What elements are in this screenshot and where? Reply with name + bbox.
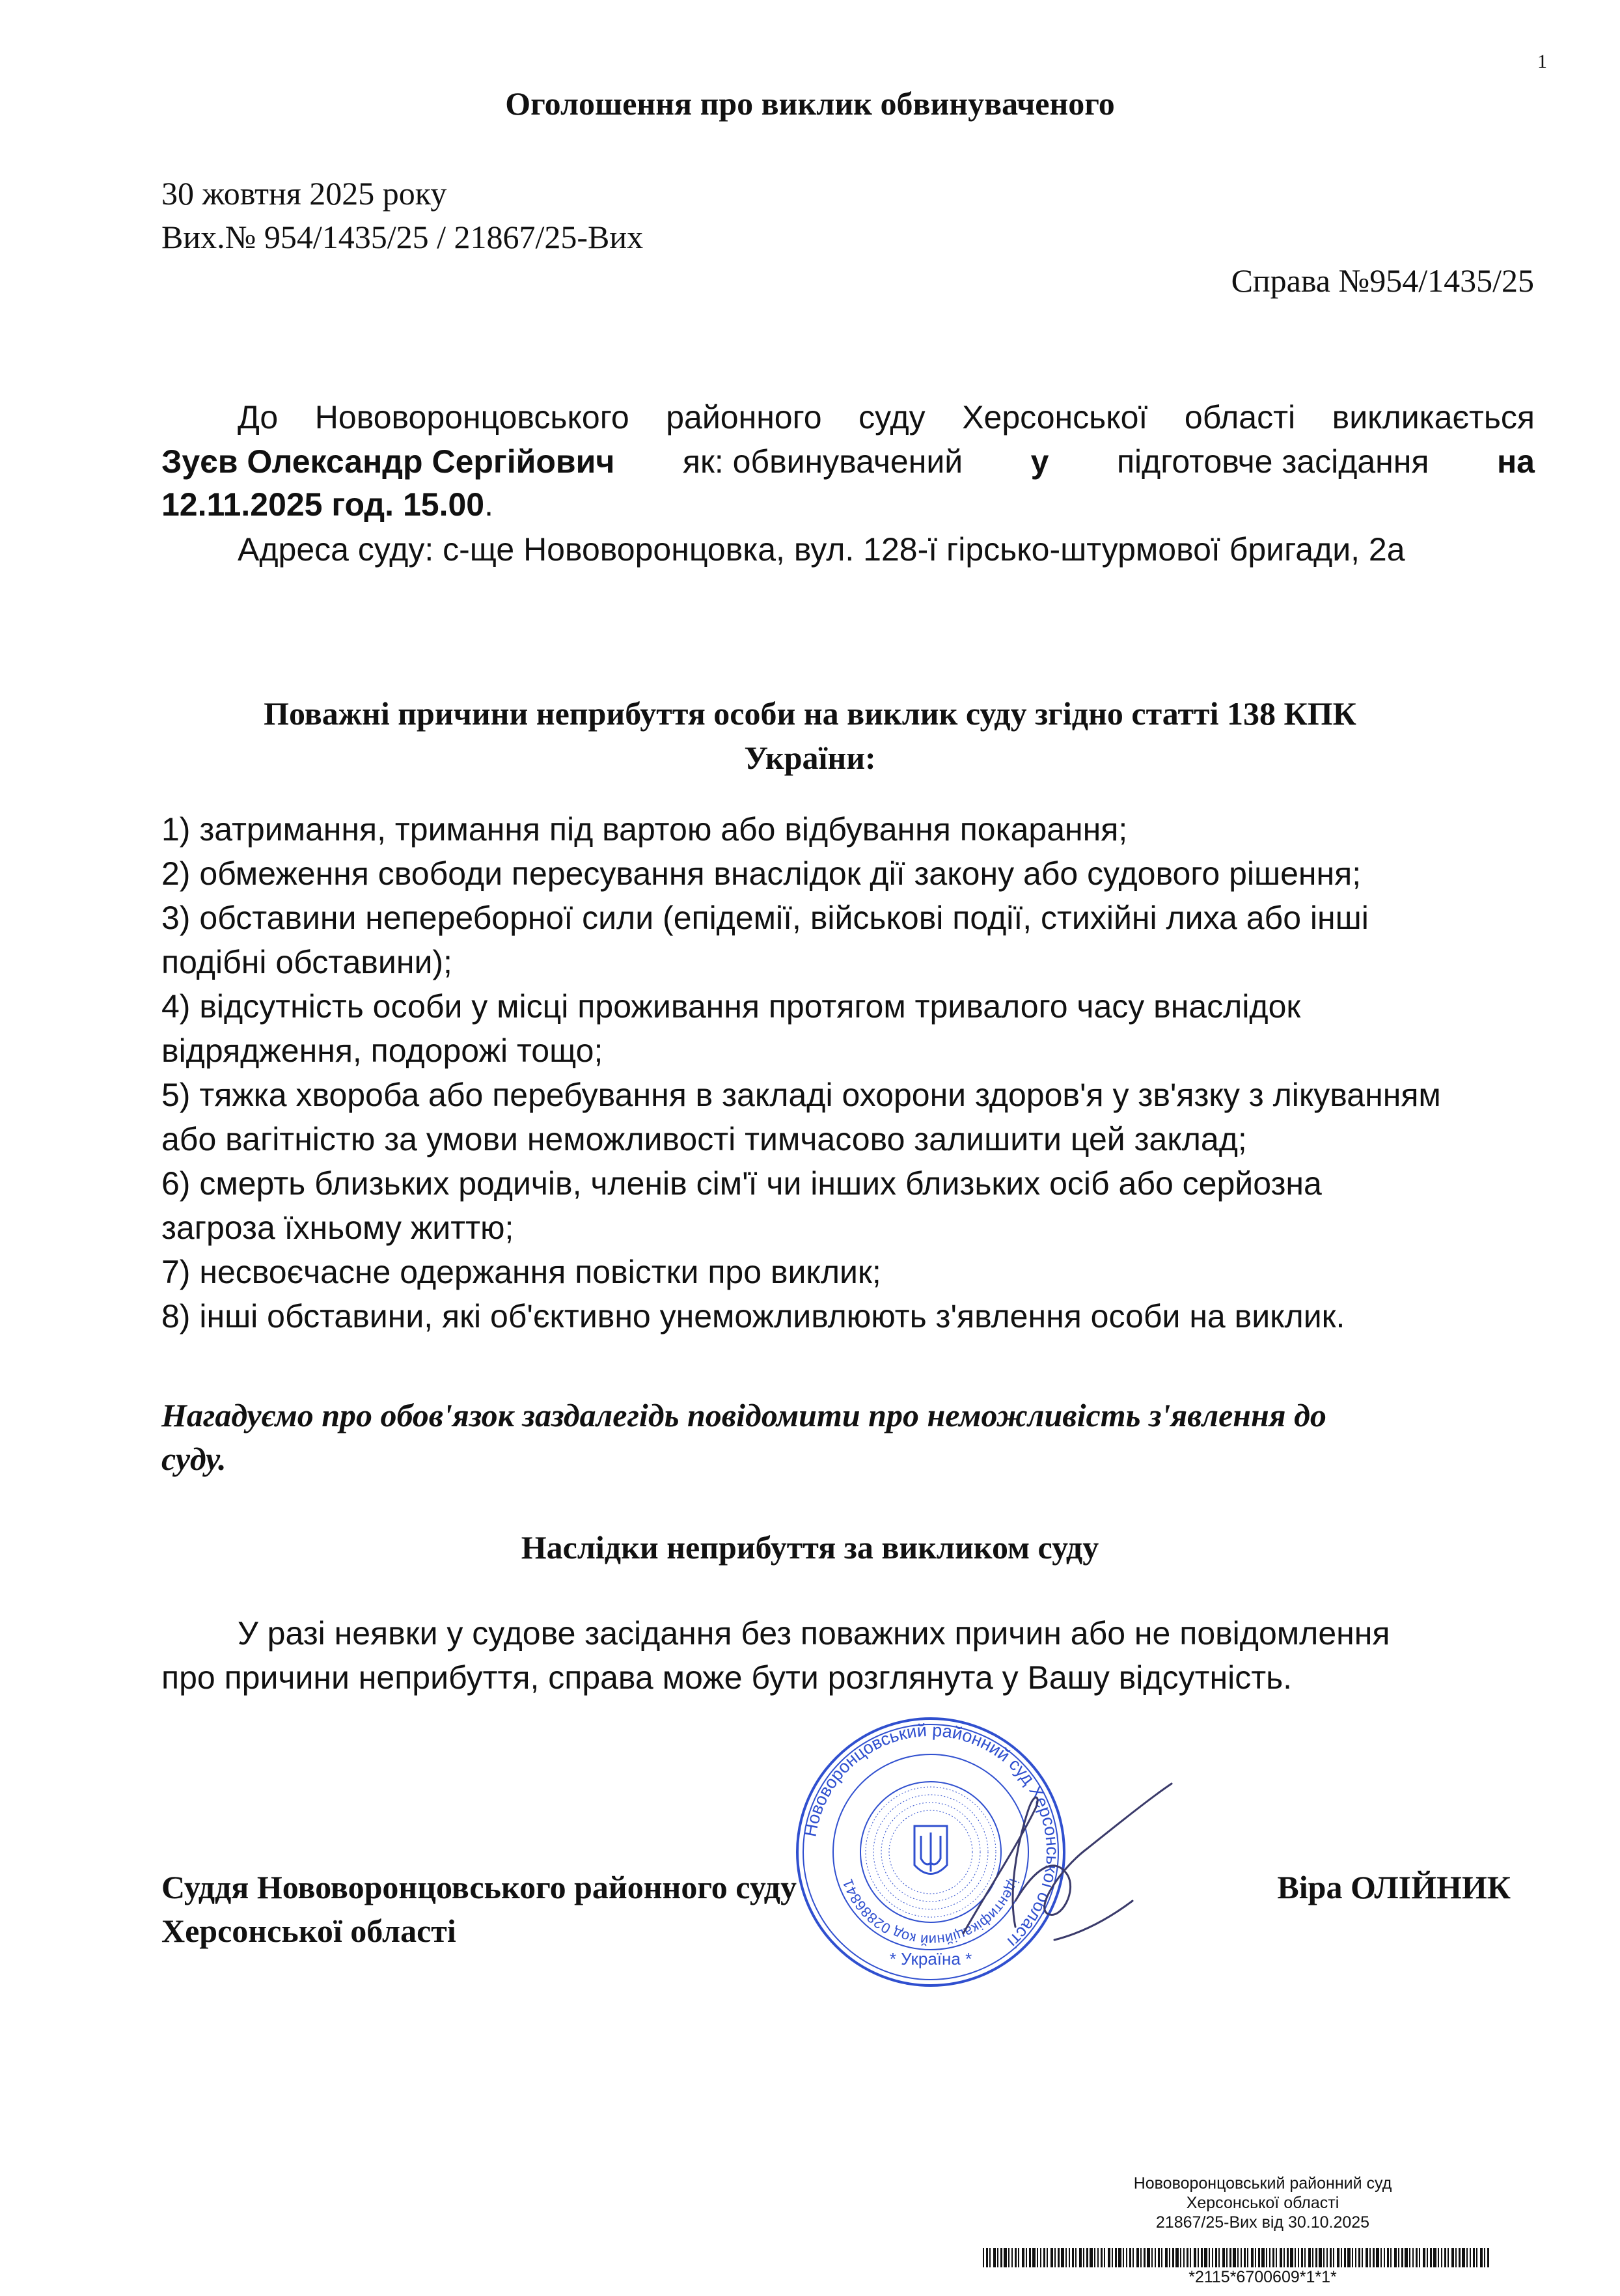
barcode-bar	[1287, 2248, 1289, 2267]
on-word: на	[1496, 443, 1535, 480]
list-item: 3) обставини непереборної сили (епідемії, військові події, стихійні лиха або інші	[161, 900, 1369, 936]
barcode-bar	[1101, 2248, 1103, 2267]
barcode-bar	[1441, 2248, 1442, 2267]
barcode-bar	[1079, 2248, 1082, 2267]
barcode-bar	[1470, 2248, 1471, 2267]
registry-region: Херсонської області	[1186, 2194, 1339, 2212]
stamp-inner-text: ідентифікаційний код 02886841	[839, 1876, 1023, 1949]
list-item: 7) несвоєчасне одержання повістки про виклик;	[161, 1254, 881, 1290]
barcode-bar	[1104, 2248, 1105, 2267]
list-item: 6) смерть близьких родичів, членів сім'ї чи інших близьких осіб або серйозна	[161, 1165, 1322, 1202]
barcode-bar	[1215, 2248, 1217, 2267]
barcode-bar	[1323, 2248, 1325, 2267]
page-number: 1	[1537, 51, 1547, 72]
barcode-bar	[989, 2248, 991, 2267]
list-item: 2) обмеження свободи пересування внаслідок дії закону або судового рішення;	[161, 855, 1362, 892]
barcode-bar	[1369, 2248, 1371, 2267]
barcode-bar	[1473, 2248, 1475, 2267]
hearing-datetime: 12.11.2025 год. 15.00	[161, 486, 485, 523]
barcode-bar	[1015, 2248, 1017, 2267]
barcode-bar	[1187, 2248, 1188, 2267]
barcode-bar	[986, 2248, 988, 2267]
barcode-bar	[1061, 2248, 1064, 2267]
barcode-bar	[1352, 2248, 1353, 2267]
barcode-bar	[1459, 2248, 1461, 2267]
judge-position-line-1: Суддя Нововоронцовського районного суду	[161, 1869, 797, 1905]
barcode-bar	[1209, 2248, 1210, 2267]
barcode-bar	[1409, 2248, 1410, 2267]
barcode-bar	[1144, 2248, 1146, 2267]
barcode-bar	[1419, 2248, 1420, 2267]
person-name: Зуєв Олександр Сергійович	[161, 443, 615, 480]
barcode-bar	[1172, 2248, 1174, 2267]
barcode-bar	[1233, 2248, 1236, 2267]
barcode-bar	[1155, 2248, 1156, 2267]
barcode-bar	[1133, 2248, 1134, 2267]
barcode-bar	[1347, 2248, 1351, 2267]
barcode-bar	[1484, 2248, 1485, 2267]
list-item: або вагітністю за умови неможливості тимчасово залишити цей заклад;	[161, 1121, 1247, 1157]
barcode-bar	[1004, 2248, 1007, 2267]
barcode-bar	[1169, 2248, 1170, 2267]
barcode-bar	[1251, 2248, 1254, 2267]
barcode-bar	[1387, 2248, 1389, 2267]
judge-name: Віра ОЛІЙНИК	[1277, 1869, 1511, 1905]
barcode-bar	[1433, 2248, 1436, 2267]
barcode-bar	[1083, 2248, 1084, 2267]
barcode-bar	[1140, 2248, 1142, 2267]
barcode-bar	[1022, 2248, 1024, 2267]
barcode-bar	[1058, 2248, 1060, 2267]
barcode-bar	[1390, 2248, 1392, 2267]
barcode-bar	[1112, 2248, 1113, 2267]
registry-number: 21867/25-Вих від 30.10.2025	[1155, 2213, 1370, 2232]
barcode-bar	[1358, 2248, 1360, 2267]
barcode-bar	[1040, 2248, 1041, 2267]
registry-court: Нововоронцовський районний суд	[1133, 2174, 1392, 2192]
barcode-bar	[1241, 2248, 1242, 2267]
document-date: 30 жовтня 2025 року	[161, 175, 447, 212]
barcode-bar	[1423, 2248, 1425, 2267]
barcode-bar	[1487, 2248, 1489, 2267]
barcode-bar	[1412, 2248, 1414, 2267]
list-item: загроза їхньому життю;	[161, 1210, 514, 1246]
barcode-bar	[1008, 2248, 1009, 2267]
barcode-bar	[1011, 2248, 1013, 2267]
barcode-bar	[993, 2248, 996, 2267]
barcode-bar	[1201, 2248, 1203, 2267]
barcode-bar	[1480, 2248, 1483, 2267]
stamp-bottom-text: * Україна *	[889, 1949, 972, 1969]
barcode-bar	[1448, 2248, 1449, 2267]
barcode-bar	[1315, 2248, 1317, 2267]
summons-line-3	[161, 486, 493, 523]
barcode-bar	[1451, 2248, 1454, 2267]
hearing-prefix: у	[1030, 443, 1049, 480]
barcode-bar	[1043, 2248, 1045, 2267]
barcode-bar	[1094, 2248, 1095, 2267]
barcode-bar	[1476, 2248, 1477, 2267]
barcode-bar	[1290, 2248, 1293, 2267]
consequences-line-2: про причини неприбуття, справа може бути розглянута у Вашу відсутність.	[161, 1659, 1293, 1696]
reasons-heading-line-1: Поважні причини неприбуття особи на виклик суду згідно статті 138 КПК	[264, 695, 1356, 732]
barcode-bar	[1416, 2248, 1418, 2267]
barcode-bar	[1373, 2248, 1375, 2267]
barcode-bar	[1151, 2248, 1153, 2267]
barcode-bar	[1198, 2248, 1199, 2267]
consequences-line-1: У разі неявки у судове засідання без поважних причин або не повідомлення	[238, 1615, 1390, 1652]
barcode-bar	[1050, 2248, 1053, 2267]
barcode-bar	[1123, 2248, 1124, 2267]
barcode-bar	[1427, 2248, 1428, 2267]
barcode-bar	[1072, 2248, 1074, 2267]
barcode-bar	[1244, 2248, 1246, 2267]
barcode-bar	[1298, 2248, 1299, 2267]
barcode-bar	[1280, 2248, 1282, 2267]
barcode-bar	[1276, 2248, 1277, 2267]
court-address: Адреса суду: с-ще Нововоронцовка, вул. 128-ї гірсько-штурмової бригади, 2а	[238, 531, 1405, 568]
barcode-bar	[1462, 2248, 1465, 2267]
barcode-bar	[1376, 2248, 1379, 2267]
barcode-bar	[1180, 2248, 1181, 2267]
barcode-bar	[1108, 2248, 1110, 2267]
barcode-bar	[1032, 2248, 1036, 2267]
barcode-bar	[1000, 2248, 1002, 2267]
barcode-bar	[1118, 2248, 1121, 2267]
barcode-bar	[1261, 2248, 1265, 2267]
list-item: 5) тяжка хвороба або перебування в закладі охорони здоров'я у зв'язку з лікуванням	[161, 1077, 1441, 1113]
role-text: як: обвинувачений	[682, 443, 963, 480]
barcode-bar	[1126, 2248, 1127, 2267]
judge-position-line-2: Херсонської області	[161, 1913, 456, 1949]
list-item: 8) інші обставини, які об'єктивно унеможливлюють з'явлення особи на виклик.	[161, 1298, 1345, 1335]
barcode-bar	[1026, 2248, 1027, 2267]
barcode-bar	[1075, 2248, 1077, 2267]
barcode-bar	[1212, 2248, 1213, 2267]
barcode-bar	[1097, 2248, 1099, 2267]
barcode-bar	[1147, 2248, 1150, 2267]
barcode-bar	[1272, 2248, 1274, 2267]
barcode-bar	[1129, 2248, 1131, 2267]
reminder-line-1: Нагадуємо про обов'язок заздалегідь повідомити про неможливість з'явлення до	[161, 1397, 1326, 1433]
barcode-bar	[1295, 2248, 1296, 2267]
barcode-bar	[1405, 2248, 1408, 2267]
barcode-bar	[1190, 2248, 1191, 2267]
reasons-heading-line-2: України:	[744, 740, 876, 776]
barcode-bar	[1226, 2248, 1228, 2267]
barcode-bar	[1430, 2248, 1432, 2267]
barcode-bar	[1308, 2248, 1311, 2267]
barcode-bar	[1398, 2248, 1399, 2267]
barcode-bar	[1037, 2248, 1038, 2267]
consequences-heading: Наслідки неприбуття за викликом суду	[521, 1529, 1099, 1566]
barcode-bar	[1319, 2248, 1322, 2267]
barcode-bar	[1284, 2248, 1285, 2267]
barcode-bar	[1266, 2248, 1267, 2267]
barcode-bar	[1355, 2248, 1356, 2267]
hearing-type: підготовче засідання	[1116, 443, 1429, 480]
document-title: Оголошення про виклик обвинуваченого	[505, 85, 1115, 122]
barcode-bar	[1054, 2248, 1056, 2267]
case-number: Справа №954/1435/25	[1231, 262, 1534, 299]
barcode-bar	[1175, 2248, 1179, 2267]
barcode-bar	[983, 2248, 984, 2267]
barcode-bar	[1047, 2248, 1048, 2267]
barcode-bar	[1086, 2248, 1088, 2267]
datetime-end: .	[484, 486, 493, 523]
barcode-bar	[1161, 2248, 1162, 2267]
barcode-bar	[1115, 2248, 1117, 2267]
barcode-bar	[1247, 2248, 1248, 2267]
barcode-bar	[1304, 2248, 1306, 2267]
barcode-bar	[1344, 2248, 1346, 2267]
barcode-bar	[1165, 2248, 1168, 2267]
signature-icon	[937, 1771, 1198, 1966]
barcode-bar	[1401, 2248, 1403, 2267]
list-item: подібні обставини);	[161, 944, 452, 980]
barcode-bar	[1183, 2248, 1185, 2267]
barcode-bar	[1384, 2248, 1385, 2267]
barcode-bar	[1158, 2248, 1160, 2267]
list-item: 1) затримання, тримання під вартою або відбування покарання;	[161, 811, 1128, 848]
barcode-bar	[997, 2248, 998, 2267]
barcode-text: *2115*6700609*1*1*	[1188, 2268, 1337, 2286]
barcode-bar	[1330, 2248, 1332, 2267]
barcode-bar	[1380, 2248, 1382, 2267]
barcode-bar	[1366, 2248, 1368, 2267]
barcode-bar	[1029, 2248, 1031, 2267]
barcode-bar	[1301, 2248, 1303, 2267]
barcode-bar	[1333, 2248, 1334, 2267]
barcode-bar	[1194, 2248, 1196, 2267]
barcode-bar	[1065, 2248, 1067, 2267]
barcode-bar	[1362, 2248, 1363, 2267]
barcode-bar	[1394, 2248, 1397, 2267]
barcode-bar	[1018, 2248, 1019, 2267]
reasons-list	[161, 807, 1554, 1338]
barcode-bar	[1136, 2248, 1139, 2267]
barcode-bar	[1255, 2248, 1256, 2267]
barcode-bar	[1444, 2248, 1446, 2267]
barcode-bar	[1438, 2248, 1439, 2267]
reminder-line-2: суду.	[161, 1441, 227, 1477]
barcode-bar	[1466, 2248, 1468, 2267]
barcode-bar	[1258, 2248, 1260, 2267]
barcode-bar	[1312, 2248, 1313, 2267]
barcode-bar	[1090, 2248, 1093, 2267]
outgoing-number: Вих.№ 954/1435/25 / 21867/25-Вих	[161, 219, 644, 255]
barcode-bar	[1222, 2248, 1225, 2267]
barcode-bar	[1337, 2248, 1339, 2267]
summons-line-2	[161, 443, 1535, 480]
barcode-bar	[1218, 2248, 1220, 2267]
barcode-bar	[1341, 2248, 1342, 2267]
summons-line-1: До Нововоронцовського районного суду Херсонської області викликається	[238, 399, 1535, 436]
barcode-bar	[1069, 2248, 1070, 2267]
barcode	[983, 2248, 1490, 2267]
list-item: 4) відсутність особи у місці проживання протягом тривалого часу внаслідок	[161, 988, 1301, 1025]
barcode-bar	[1229, 2248, 1231, 2267]
barcode-bar	[1326, 2248, 1328, 2267]
list-item: відрядження, подорожі тощо;	[161, 1032, 603, 1069]
barcode-bar	[1269, 2248, 1270, 2267]
barcode-bar	[1237, 2248, 1239, 2267]
barcode-bar	[1204, 2248, 1207, 2267]
stamp-outer-text: Нововоронцовський районний суд Херсонської області	[800, 1720, 1063, 1952]
barcode-bar	[1455, 2248, 1457, 2267]
